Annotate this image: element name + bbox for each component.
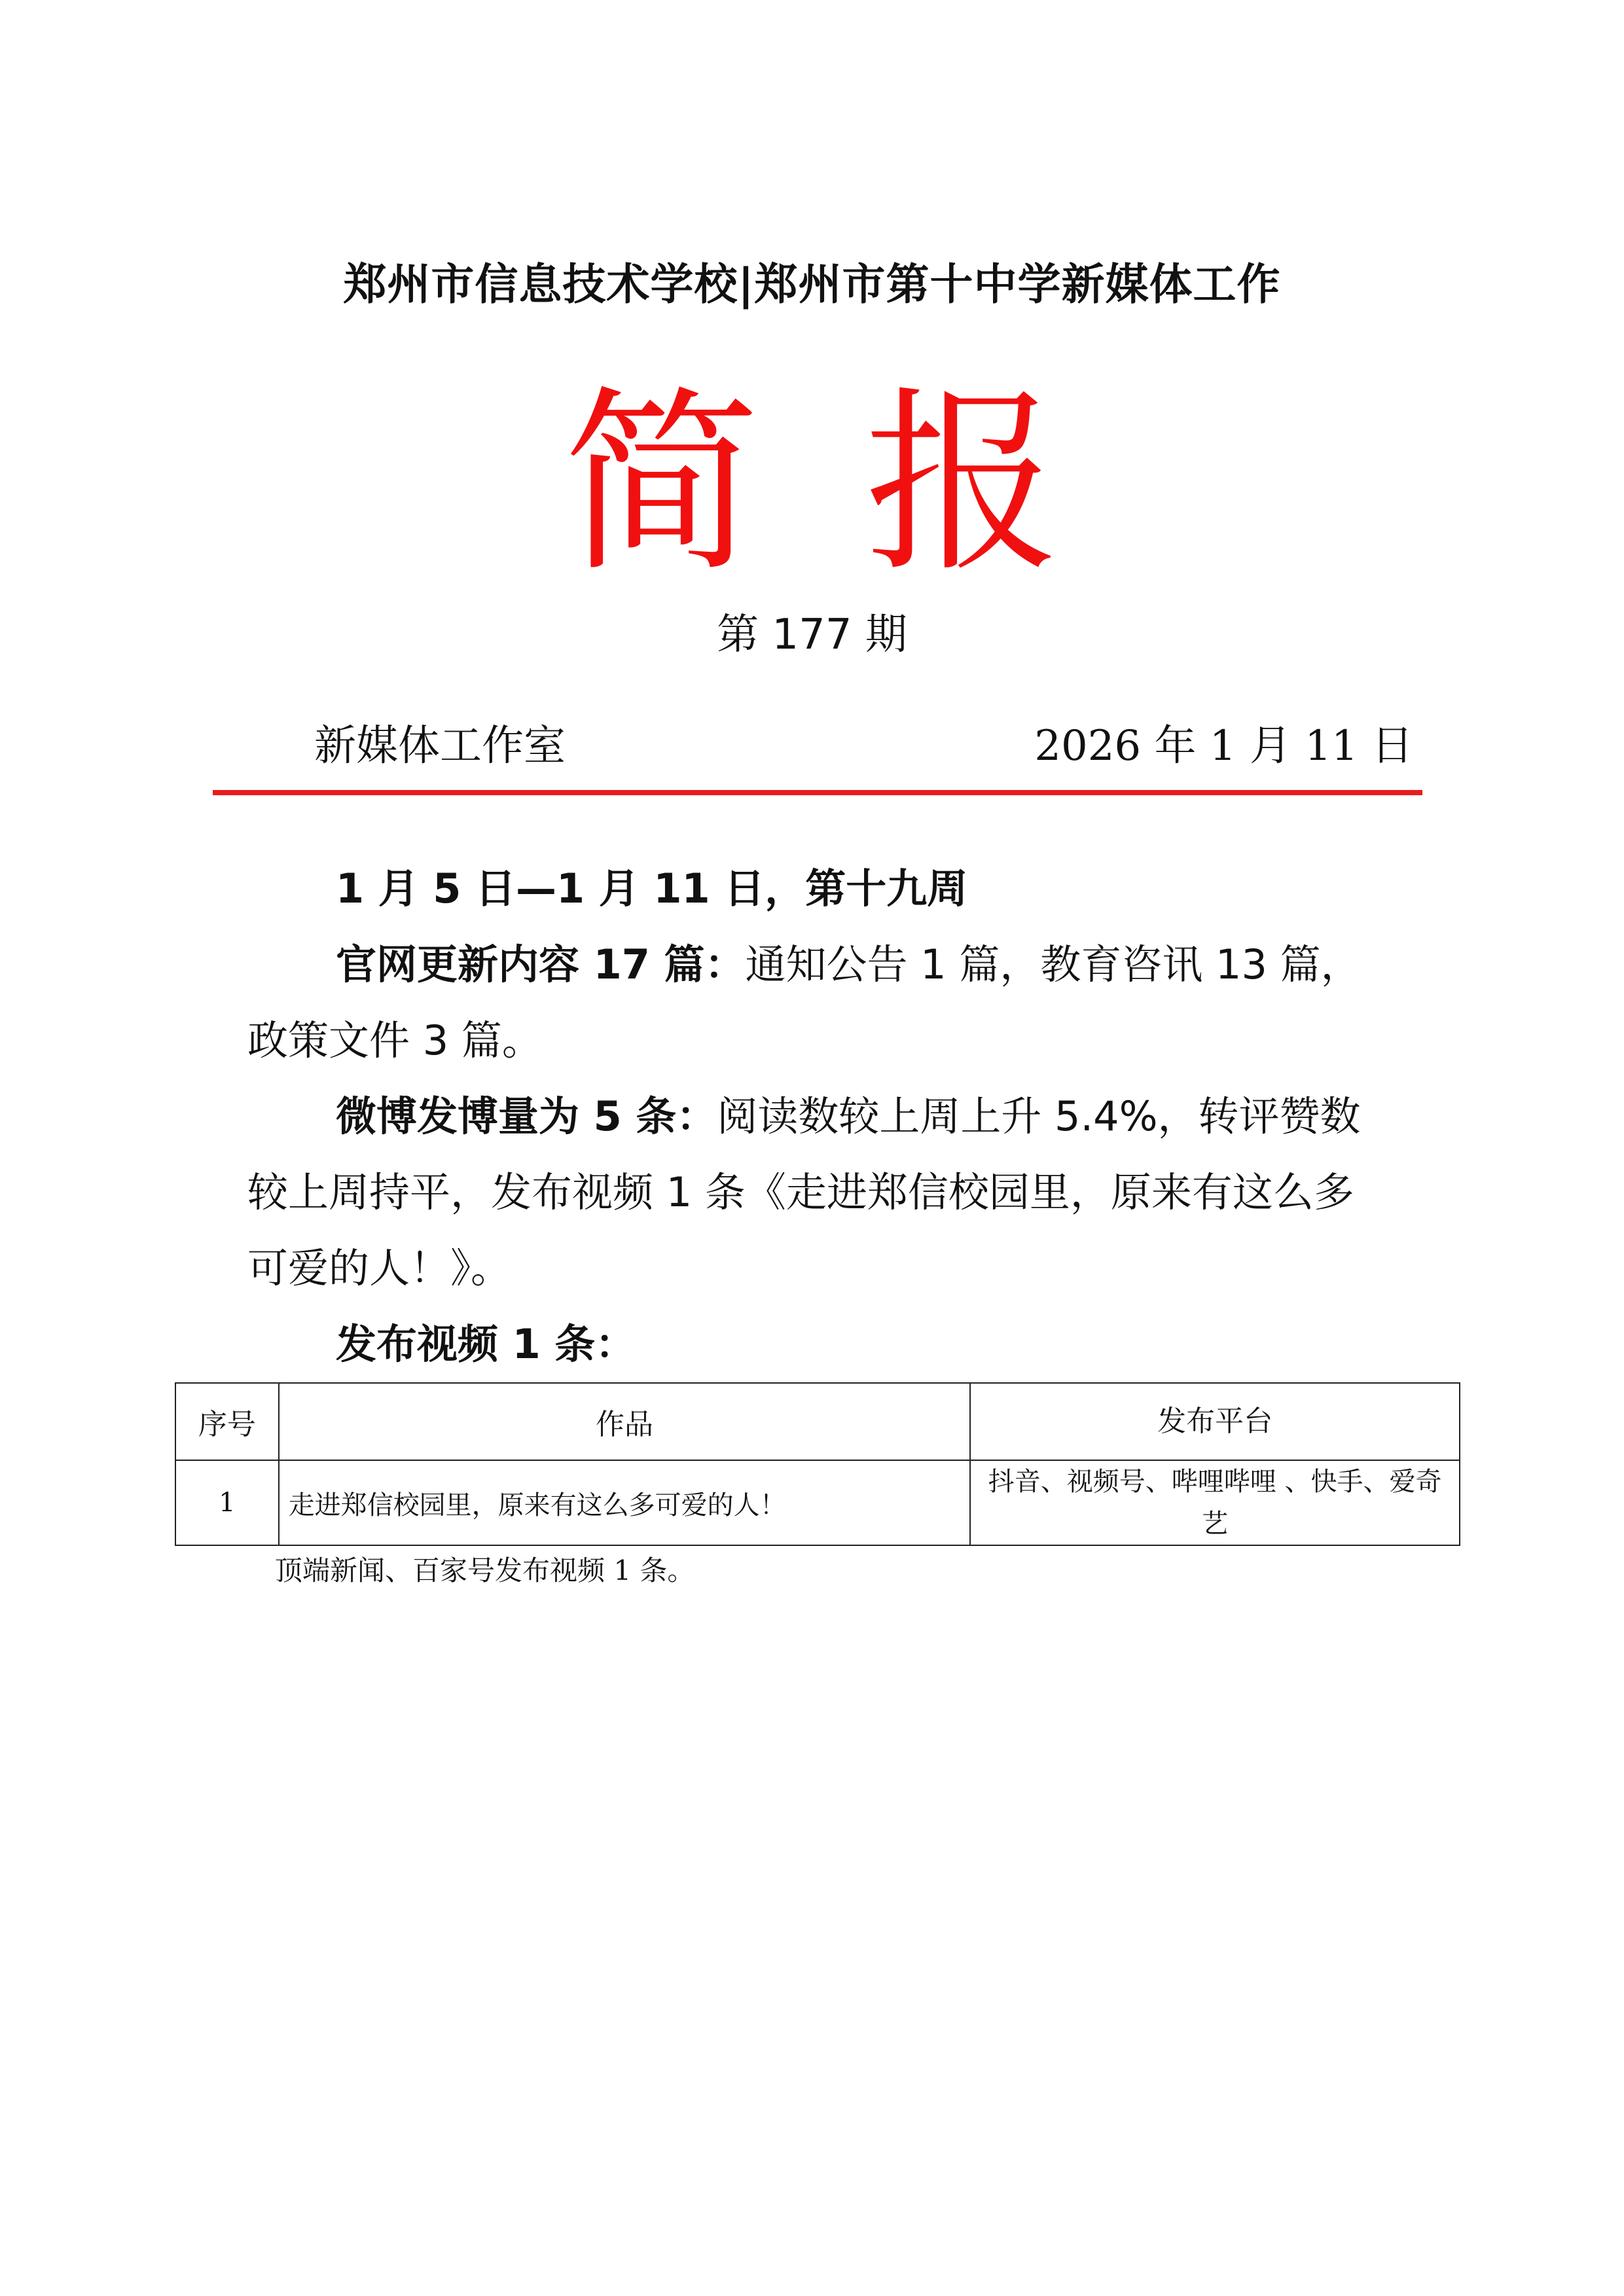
report-week xyxy=(247,851,1386,927)
website-label: 官网更新内容 17 篇： xyxy=(336,941,746,988)
header-platform: 发布平台 xyxy=(970,1383,1460,1460)
red-divider xyxy=(213,790,1422,795)
row-platforms: 抖音、视频号、哔哩哔哩 、快手、爱奇艺 xyxy=(970,1460,1460,1545)
bulletin-title: 简报 xyxy=(563,370,1166,598)
week-range: 1 月 5 日—1 月 11 日，第十九周 xyxy=(336,865,968,912)
table-header-row xyxy=(175,1383,1460,1460)
video-section xyxy=(247,1306,1386,1382)
video-table xyxy=(175,1382,1460,1546)
footnote: 顶端新闻、百家号发布视频 1 条。 xyxy=(275,1554,695,1587)
weibo-paragraph xyxy=(247,1079,1386,1306)
weibo-label: 微博发博量为 5 条： xyxy=(336,1092,717,1140)
school-header-line: 郑州市信息技术学校|郑州市第十中学新媒体工作 xyxy=(343,259,1281,310)
issue-date: 2026 年 1 月 11 日 xyxy=(1034,722,1413,770)
table-row xyxy=(175,1460,1460,1545)
row-work: 走进郑信校园里，原来有这么多可爱的人！ xyxy=(279,1460,971,1545)
issue-number: 第 177 期 xyxy=(717,611,907,659)
website-detail: 通知公告 1 篇，教育咨讯 13 篇，政策文件 3 篇。 xyxy=(247,941,1362,1064)
row-index: 1 xyxy=(175,1460,279,1545)
header-index: 序号 xyxy=(175,1383,279,1460)
website-paragraph xyxy=(247,927,1386,1079)
header-work: 作品 xyxy=(279,1383,971,1460)
weibo-detail: 阅读数较上周上升 5.4%，转评赞数较上周持平，发布视频 1 条《走进郑信校园里，原来有这么多可爱的人！》。 xyxy=(247,1092,1361,1292)
issuing-office: 新媒体工作室 xyxy=(314,722,566,770)
video-heading: 发布视频 1 条： xyxy=(336,1320,636,1368)
